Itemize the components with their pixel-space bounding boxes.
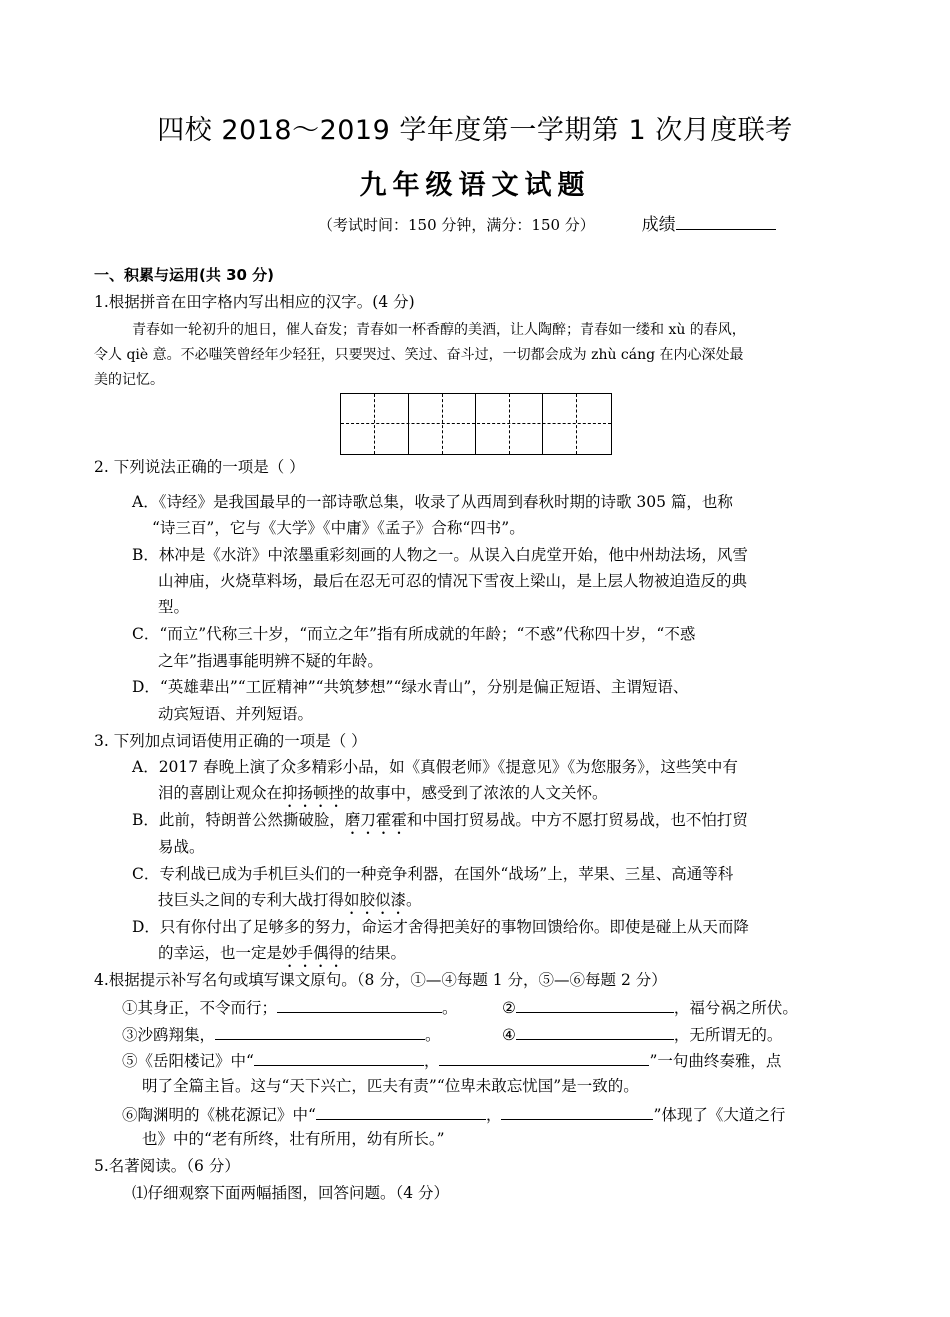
q2-option-a-line1: A．《诗经》是我国最早的一部诗歌总集，收录了从西周到春秋时期的诗歌 305 篇，也称 [132,493,733,511]
q5-stem: 5.名著阅读。（6 分） [94,1157,240,1175]
q4-item5-line1: ⑤《岳阳楼记》中“ ， ”一句曲终奏雅，点 [122,1049,781,1071]
q2-stem: 2. 下列说法正确的一项是（ ） [94,458,305,476]
q3-option-a-line1: A．2017 春晚上演了众多精彩小品，如《真假老师》《提意见》《为您服务》，这些笑中有 [132,758,738,776]
answer-blank[interactable] [516,996,674,1013]
q4-item6-line1: ⑥陶渊明的《桃花源记》中“ ， ”体现了《大道之行 [122,1103,785,1125]
section-heading: 一、积累与运用(共 30 分) [94,266,275,284]
q3-option-b-line2: 易战。 [158,838,205,856]
q3-stem: 3. 下列加点词语使用正确的一项是（ ） [94,732,367,750]
score-label: 成绩 [641,215,676,235]
q3-option-c-line2: 技巨头之间的专利大战打得如胶似漆。 [158,891,422,909]
q2-option-c-line2: 之年”指遇事能明辨不疑的年龄。 [158,652,383,670]
answer-blank[interactable] [516,1023,674,1040]
q2-option-d-line2: 动宾短语、并列短语。 [158,705,314,723]
q2-option-c-line1: C．“而立”代称三十岁，“而立之年”指有所成就的年龄；“不惑”代称四十岁，“不惑 [132,625,696,643]
dotted-term: 如胶似漆 [344,891,407,909]
exam-title: 四校 2018～2019 学年度第一学期第 1 次月度联考 [157,115,793,146]
q3-option-b-line1: B．此前，特朗普公然撕破脸，磨刀霍霍和中国打贸易战。中方不愿打贸易战，也不怕打贸 [132,811,748,829]
q1-stem: 1.根据拼音在田字格内写出相应的汉字。(4 分) [94,293,415,311]
q3-option-d-line2: 的幸运，也一定是妙手偶得的结果。 [158,944,407,962]
q1-passage-line1: 青春如一轮初升的旭日，催人奋发；青春如一杯香醇的美酒，让人陶醉；青春如一缕和 xù 的春风， [132,322,746,338]
q4-stem: 4.根据提示补写名句或填写课文原句。（8 分，①—④每题 1 分，⑤—⑥每题 2 分） [94,971,667,989]
q2-option-b-line3: 型。 [158,598,190,616]
answer-blank[interactable] [316,1103,486,1120]
q3-option-a-line2: 泪的喜剧让观众在抑扬顿挫的故事中，感受到了浓浓的人文关怀。 [158,784,608,802]
answer-blank[interactable] [277,996,442,1013]
dotted-term: 抑扬顿挫 [282,784,345,802]
exam-subtitle: 九年级语文试题 [359,170,591,201]
exam-meta [318,210,776,235]
answer-blank[interactable] [254,1049,424,1066]
q4-item2: ② ，福兮祸之所伏。 [502,996,798,1018]
q1-passage-line3: 美的记忆。 [94,372,164,388]
q4-item1: ①其身正，不令而行； 。 [122,996,458,1018]
answer-blank[interactable] [439,1049,649,1066]
answer-blank[interactable] [215,1023,425,1040]
q2-option-d-line1: D．“英雄辈出”“工匠精神”“共筑梦想”“绿水青山”，分别是偏正短语、主谓短语、 [132,678,689,696]
exam-info: （考试时间：150 分钟，满分：150 分） [318,216,595,234]
answer-blank[interactable] [501,1103,653,1120]
score-blank[interactable] [676,215,776,230]
q4-item6-line2: 也》中的“老有所终，壮有所用，幼有所长。” [142,1130,445,1148]
q3-option-d-line1: D．只有你付出了足够多的努力，命运才舍得把美好的事物回馈给你。即使是碰上从天而降 [132,918,749,936]
q3-option-c-line1: C．专利战已成为手机巨头们的一种竞争利器，在国外“战场”上，苹果、三星、高通等科 [132,865,734,883]
q4-item5-line2: 明了全篇主旨。这与“天下兴亡，匹夫有责”“位卑未敢忘忧国”是一致的。 [142,1077,639,1095]
q4-item4: ④ ，无所谓无的。 [502,1023,782,1045]
q4-item3: ③沙鸥翔集， 。 [122,1023,441,1045]
q2-option-b-line1: B．林冲是《水浒》中浓墨重彩刻画的人物之一。从误入白虎堂开始，他中州劫法场，风雪 [132,546,748,564]
q2-option-b-line2: 山神庙，火烧草料场，最后在忍无可忍的情况下雪夜上梁山，是上层人物被迫造反的典 [158,572,748,590]
dotted-term: 妙手偶得 [282,944,345,962]
tianzige-grid[interactable] [340,393,612,455]
q5-sub1: ⑴仔细观察下面两幅插图，回答问题。（4 分） [132,1184,450,1202]
q2-option-a-line2: “诗三百”，它与《大学》《中庸》《孟子》合称“四书”。 [152,519,525,537]
dotted-term: 磨刀霍霍 [344,811,407,829]
q1-passage-line2: 令人 qiè 意。不必嗤笑曾经年少轻狂，只要哭过、笑过、奋斗过，一切都会成为 zhù cáng 在内心深处最 [94,347,744,363]
